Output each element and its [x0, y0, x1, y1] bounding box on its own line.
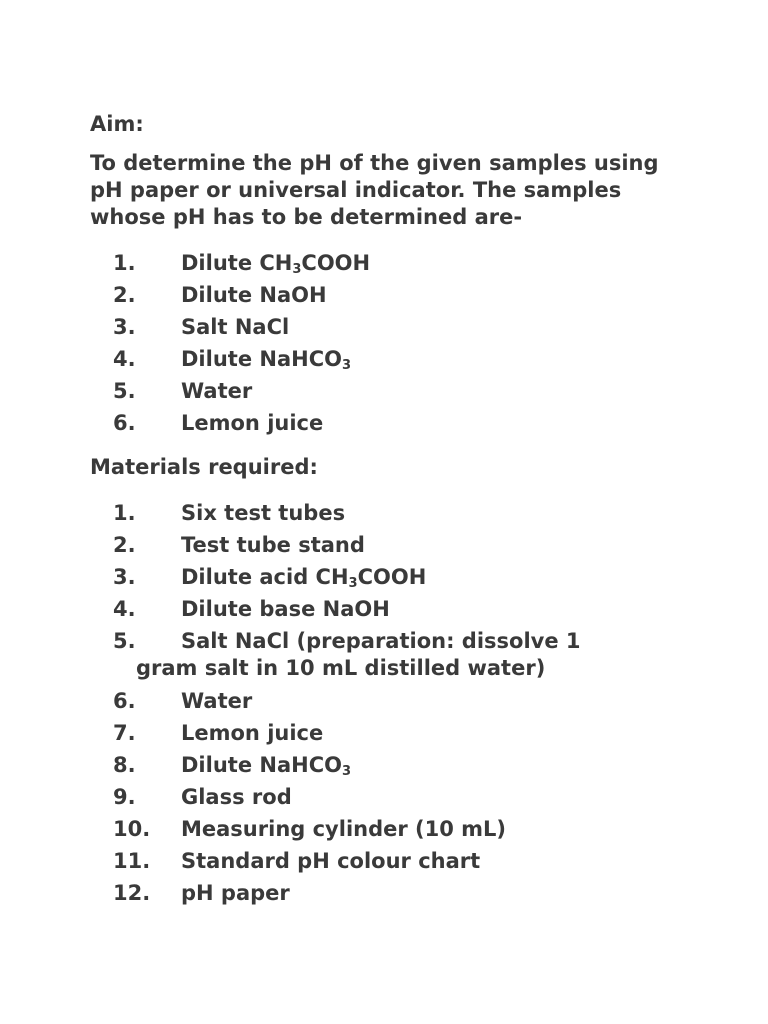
material-item	[90, 561, 690, 593]
sample-item	[90, 311, 690, 343]
list-item-number: 9.	[113, 785, 136, 809]
materials-list	[90, 497, 690, 909]
sample-item	[90, 375, 690, 407]
material-item	[90, 497, 690, 529]
aim-text: To determine the pH of the given samples using pH paper or universal indicator. The samples whose pH has to be determined are-	[90, 151, 659, 229]
chemical-subscript: 3	[341, 764, 352, 779]
list-item-text: pH paper	[181, 881, 290, 905]
document-page	[90, 110, 690, 909]
material-item	[90, 685, 690, 717]
materials-heading: Materials required:	[90, 455, 318, 479]
list-item-text: Dilute acid CH	[181, 565, 349, 589]
list-item-number: 12.	[113, 881, 151, 905]
material-item	[90, 717, 690, 749]
list-item-number: 6.	[113, 411, 136, 435]
aim-heading: Aim:	[90, 112, 144, 136]
list-item-number: 2.	[113, 283, 136, 307]
chemical-subscript: 3	[341, 358, 352, 373]
list-item-number: 3.	[113, 315, 136, 339]
material-item	[90, 593, 690, 625]
list-item-number: 1.	[113, 251, 136, 275]
list-item-text: Lemon juice	[181, 411, 324, 435]
list-item-text: Water	[181, 379, 253, 403]
list-item-text: Lemon juice	[181, 721, 324, 745]
list-item-number: 3.	[113, 565, 136, 589]
list-item-text: Test tube stand	[181, 533, 365, 557]
list-item-text: Glass rod	[181, 785, 292, 809]
list-item-text: Dilute NaOH	[181, 283, 327, 307]
list-item-number: 10.	[113, 817, 151, 841]
material-item	[90, 845, 690, 877]
list-item-number: 4.	[113, 347, 136, 371]
material-item	[90, 749, 690, 781]
samples-list	[90, 247, 690, 439]
sample-item	[90, 247, 690, 279]
list-item-text: Standard pH colour chart	[181, 849, 481, 873]
list-item-number: 6.	[113, 689, 136, 713]
list-item-text: Six test tubes	[181, 501, 346, 525]
list-item-number: 7.	[113, 721, 136, 745]
sample-item	[90, 279, 690, 311]
list-item-text: Dilute NaHCO	[181, 347, 342, 371]
list-item-number: 5.	[113, 379, 136, 403]
chemical-subscript: 3	[348, 576, 358, 591]
list-item-text: Salt NaCl	[181, 315, 290, 339]
list-item-number: 1.	[113, 501, 136, 525]
material-item	[90, 529, 690, 561]
material-item	[90, 877, 690, 909]
list-item-text: Salt NaCl (preparation: dissolve 1	[181, 629, 581, 653]
list-item-continuation: gram salt in 10 mL distilled water)	[136, 656, 546, 680]
list-item-number: 4.	[113, 597, 136, 621]
list-item-text: Dilute base NaOH	[181, 597, 390, 621]
material-item	[90, 781, 690, 813]
sample-item	[90, 343, 690, 375]
sample-item	[90, 407, 690, 439]
list-item-text-suffix: COOH	[301, 251, 371, 275]
list-item-number: 5.	[113, 629, 136, 653]
list-item-text-suffix: COOH	[357, 565, 427, 589]
list-item-number: 8.	[113, 753, 136, 777]
material-item	[90, 813, 690, 845]
list-item-number: 2.	[113, 533, 136, 557]
list-item-number: 11.	[113, 849, 151, 873]
list-item-text: Dilute NaHCO	[181, 753, 342, 777]
list-item-text: Measuring cylinder (10 mL)	[181, 817, 507, 841]
list-item-text: Dilute CH	[181, 251, 293, 275]
material-item	[90, 628, 690, 682]
chemical-subscript: 3	[292, 262, 302, 277]
list-item-text: Water	[181, 689, 253, 713]
